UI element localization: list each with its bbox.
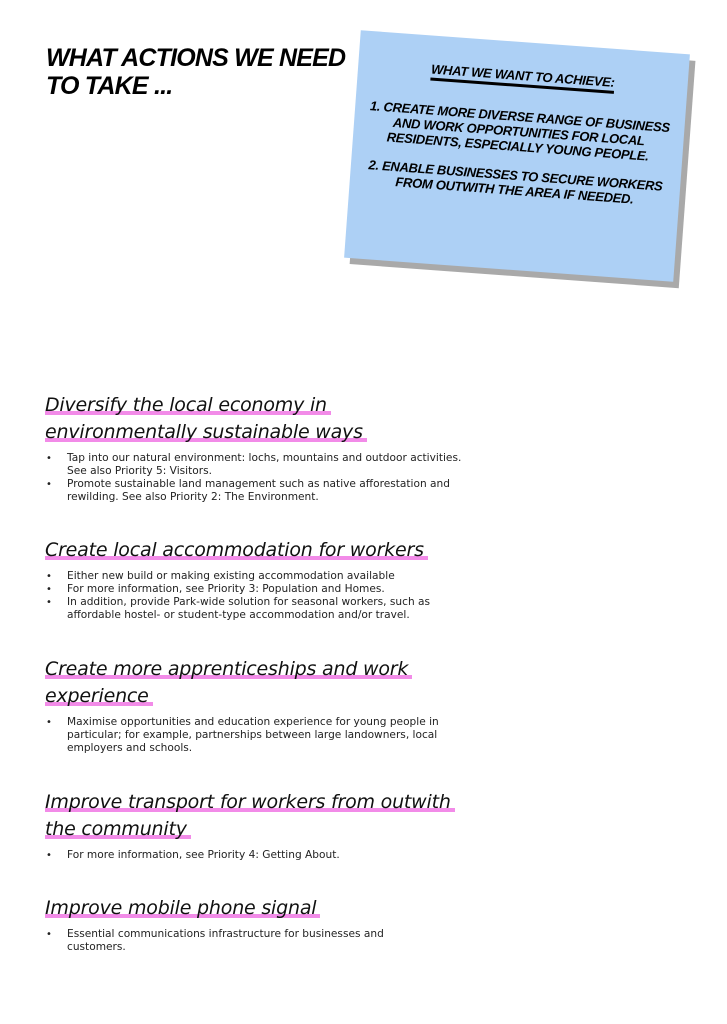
section-title [45, 537, 485, 564]
section-title [45, 392, 385, 446]
bullet-list [45, 452, 465, 504]
section-apprenticeships [45, 656, 445, 755]
section-mobile-signal [45, 895, 485, 954]
card-body [344, 30, 690, 282]
section-title-text: Create more apprenticeships and work experience [45, 658, 412, 707]
section-title-text: Diversify the local economy in environmentally sustainable ways [45, 394, 367, 443]
section-title-text: Create local accommodation for workers [45, 539, 428, 561]
bullet-item: • Essential communications infrastructure for businesses and customers. [45, 928, 425, 954]
section-title [45, 656, 445, 710]
bullet-item: • Maximise opportunities and education experience for young people in particular; for example, partnerships between large landowners, local employers and schools. [45, 716, 470, 755]
bullet-item: • Tap into our natural environment: lochs, mountains and outdoor activities. See also Priority 5: Visitors. [45, 452, 465, 478]
achieve-item: 2. ENABLE BUSINESSES TO SECURE WORKERS FROM OUTWITH THE AREA IF NEEDED. [368, 157, 664, 207]
bullet-item: • For more information, see Priority 3: Population and Homes. [45, 583, 485, 596]
bullet-item: • Promote sustainable land management such as native afforestation and rewilding. See also Priority 2: The Environment. [45, 478, 465, 504]
section-title [45, 789, 475, 843]
bullet-item: • Either new build or making existing accommodation available [45, 570, 485, 583]
section-title-text: Improve transport for workers from outwith the community [45, 791, 455, 840]
bullet-list [45, 716, 470, 755]
bullet-list [45, 570, 485, 622]
card-heading: WHAT WE WANT TO ACHIEVE: [430, 62, 615, 94]
section-diversify-economy [45, 392, 462, 504]
section-title [45, 895, 485, 922]
achieve-card [344, 30, 690, 282]
section-transport [45, 789, 475, 862]
bullet-list [45, 928, 425, 954]
bullet-item: • For more information, see Priority 4: Getting About. [45, 849, 475, 862]
section-title-text: Improve mobile phone signal [45, 897, 320, 919]
page-title: WHAT ACTIONS WE NEED TO TAKE ... [46, 44, 346, 100]
achieve-item: 1. CREATE MORE DIVERSE RANGE OF BUSINESS AND WORK OPPORTUNITIES FOR LOCAL RESIDENTS, ESPECIALLY YOUNG PEOPLE. [369, 98, 671, 164]
bullet-list [45, 849, 475, 862]
section-accommodation [45, 537, 485, 622]
bullet-item: • In addition, provide Park-wide solution for seasonal workers, such as affordable hostel- or student-type accommodation and/or travel. [45, 596, 485, 622]
